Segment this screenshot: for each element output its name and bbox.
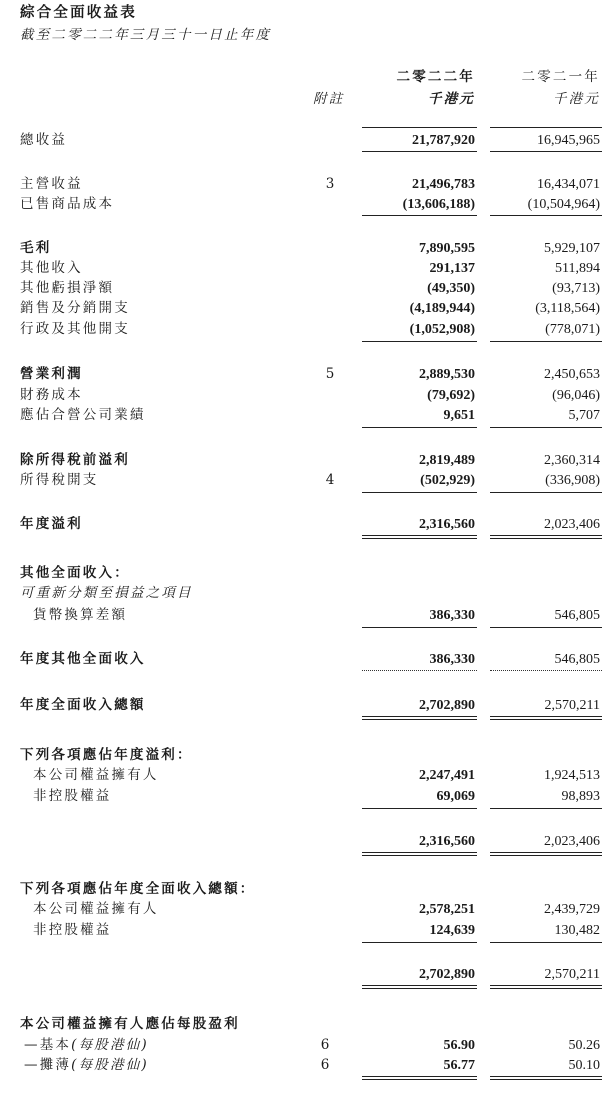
row-label-main-revenue: 主營收益 [20,176,83,192]
value-2021-cost-of-goods: (10,504,964) [527,197,600,212]
value-2022-eps-basic: 56.90 [443,1038,475,1053]
row-label-oci-heading: 其他全面收入： [20,565,130,581]
eps-diluted-text: —攤薄 [24,1057,72,1073]
row-label-finance-costs: 財務成本 [20,387,83,403]
double-rule-2022 [362,716,477,720]
value-2022-tci-nci: 124,639 [429,923,475,938]
row-label-other-income: 其他收入 [20,260,83,276]
row-label-eps-diluted [24,1059,149,1073]
double-rule-2022 [362,1076,477,1080]
value-2021-tci-nci: 130,482 [554,923,600,938]
value-2022-fx-difference: 386,330 [429,608,475,623]
row-label-profit-nci: 非控股權益 [33,788,112,804]
header-unit-2021: 千港元 [552,91,600,107]
value-2022-tci-owners: 2,578,251 [419,902,475,917]
row-label-tci-owners: 本公司權益擁有人 [33,901,159,917]
value-2022-gross-profit: 7,890,595 [419,241,475,256]
value-2021-finance-costs: (96,046) [552,388,600,403]
rule-2022 [362,492,477,493]
double-rule-2021 [490,985,602,989]
header-unit-2022: 千港元 [427,91,475,107]
value-2022-income-tax: (502,929) [420,473,475,488]
value-2022-selling-expenses: (4,189,944) [409,301,475,316]
note-eps-diluted: 6 [320,1057,330,1073]
row-label-operating-profit: 營業利潤 [20,366,83,382]
value-2021-other-income: 511,894 [555,261,600,276]
double-rule-2021 [490,716,602,720]
value-2021-selling-expenses: (3,118,564) [535,301,600,316]
value-2021-fx-difference: 546,805 [554,608,600,623]
value-2021-tci-owners: 2,439,729 [544,902,600,917]
row-label-oci-subheading: 可重新分類至損益之項目 [20,585,193,601]
eps-diluted-unit: (每股港仙) [71,1057,149,1073]
value-2022-jv-results: 9,651 [443,408,475,423]
row-label-profit-owners: 本公司權益擁有人 [33,767,159,783]
value-2022-main-revenue: 21,496,783 [412,177,475,192]
header-note: 附註 [313,91,345,107]
page-subtitle: 截至二零二二年三月三十一日止年度 [20,27,272,43]
row-label-eps-basic [24,1039,149,1053]
note-main-revenue: 3 [325,176,335,192]
eps-basic-unit: (每股港仙) [71,1037,149,1053]
value-2021-total-revenue: 16,945,965 [537,133,600,148]
rule-2022 [362,942,477,943]
value-2021-oci-for-year: 546,805 [554,652,600,667]
header-year-2021: 二零二一年 [521,69,600,85]
row-label-total-ci: 年度全面收入總額 [20,697,146,713]
value-2021-jv-results: 5,707 [568,408,600,423]
note-income-tax: 4 [325,472,335,488]
rule-2021 [490,427,602,428]
row-label-income-tax: 所得稅開支 [20,472,99,488]
value-2022-total-revenue: 21,787,920 [412,133,475,148]
row-label-gross-profit: 毛利 [20,240,52,256]
row-label-tci-attr-heading: 下列各項應佔年度全面收入總額： [20,881,256,897]
value-2021-profit-nci: 98,893 [561,789,600,804]
double-rule-2022 [362,985,477,989]
value-2022-profit-attr-total: 2,316,560 [419,834,475,849]
rule-2022 [362,627,477,628]
rule-2021 [490,341,602,342]
value-2021-profit-before-tax: 2,360,314 [544,453,600,468]
rule-2021 [490,627,602,628]
value-2021-profit-attr-total: 2,023,406 [544,834,600,849]
value-2022-profit-nci: 69,069 [436,789,475,804]
row-label-admin-expenses: 行政及其他開支 [20,321,130,337]
value-2022-profit-before-tax: 2,819,489 [419,453,475,468]
page-title: 綜合全面收益表 [20,4,137,21]
value-2022-operating-profit: 2,889,530 [419,367,475,382]
double-rule-2022 [362,852,477,856]
rule-2021 [490,492,602,493]
value-2022-oci-for-year: 386,330 [429,652,475,667]
value-2021-income-tax: (336,908) [545,473,600,488]
row-label-profit-for-year: 年度溢利 [20,516,83,532]
rule-2022 [362,151,477,152]
value-2022-finance-costs: (79,692) [427,388,475,403]
value-2021-tci-attr-total: 2,570,211 [544,967,600,982]
value-2021-eps-basic: 50.26 [568,1038,600,1053]
dotted-rule-2022 [362,670,477,671]
row-label-tci-nci: 非控股權益 [33,922,112,938]
value-2021-gross-profit: 5,929,107 [544,241,600,256]
double-rule-2021 [490,535,602,539]
note-operating-profit: 5 [325,366,335,382]
rule-2022 [362,341,477,342]
value-2022-other-income: 291,137 [429,261,475,276]
value-2022-other-losses: (49,350) [427,281,475,296]
row-label-jv-results: 應佔合營公司業績 [20,407,146,423]
value-2022-admin-expenses: (1,052,908) [409,322,475,337]
rule-top-2022 [362,127,477,128]
rule-2021 [490,151,602,152]
row-label-profit-attr-heading: 下列各項應佔年度溢利： [20,747,193,763]
rule-2021 [490,215,602,216]
double-rule-2021 [490,1076,602,1080]
row-label-eps-heading: 本公司權益擁有人應佔每股盈利 [20,1016,240,1032]
rule-2022 [362,427,477,428]
row-label-profit-before-tax: 除所得稅前溢利 [20,452,130,468]
value-2021-total-ci: 2,570,211 [544,698,600,713]
row-label-cost-of-goods: 已售商品成本 [20,196,115,212]
eps-basic-text: —基本 [24,1037,72,1053]
value-2021-profit-for-year: 2,023,406 [544,517,600,532]
row-label-oci-for-year: 年度其他全面收入 [20,651,146,667]
row-label-fx-difference: 貨幣換算差額 [33,607,128,623]
row-label-selling-expenses: 銷售及分銷開支 [20,300,130,316]
double-rule-2022 [362,535,477,539]
value-2021-main-revenue: 16,434,071 [537,177,600,192]
rule-top-2021 [490,127,602,128]
rule-2021 [490,942,602,943]
header-year-2022: 二零二二年 [396,69,475,85]
value-2022-cost-of-goods: (13,606,188) [402,197,475,212]
row-label-other-losses: 其他虧損淨額 [20,280,115,296]
row-label-total-revenue: 總收益 [20,132,68,148]
value-2022-tci-attr-total: 2,702,890 [419,967,475,982]
value-2022-profit-owners: 2,247,491 [419,768,475,783]
dotted-rule-2021 [490,670,602,671]
rule-2022 [362,808,477,809]
rule-2021 [490,808,602,809]
note-eps-basic: 6 [320,1037,330,1053]
value-2021-operating-profit: 2,450,653 [544,367,600,382]
value-2022-eps-diluted: 56.77 [443,1058,475,1073]
value-2021-other-losses: (93,713) [552,281,600,296]
value-2022-profit-for-year: 2,316,560 [419,517,475,532]
double-rule-2021 [490,852,602,856]
value-2022-total-ci: 2,702,890 [419,698,475,713]
rule-2022 [362,215,477,216]
value-2021-admin-expenses: (778,071) [545,322,600,337]
value-2021-eps-diluted: 50.10 [568,1058,600,1073]
value-2021-profit-owners: 1,924,513 [544,768,600,783]
